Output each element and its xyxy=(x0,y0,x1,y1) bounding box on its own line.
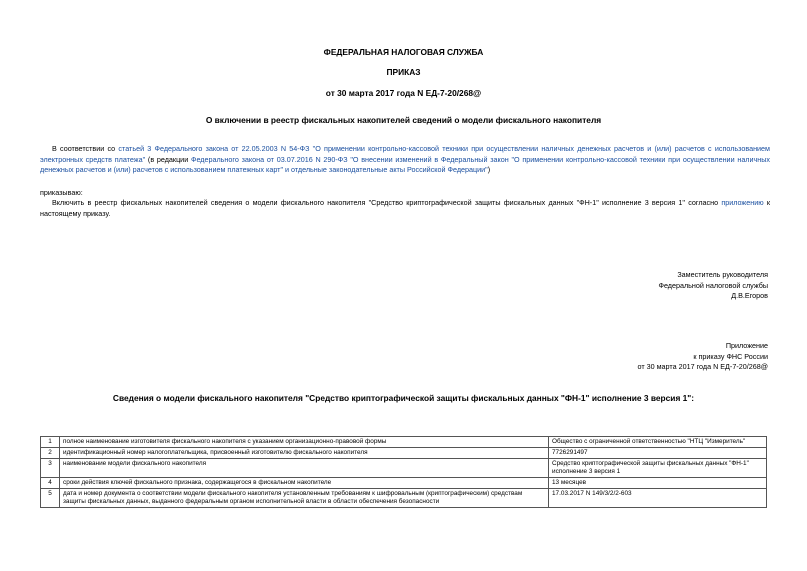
table-row xyxy=(41,448,767,459)
appendix-link[interactable]: приложению xyxy=(721,198,764,207)
document-title: О включении в реестр фискальных накопителей сведений о модели фискального накопителя xyxy=(205,115,602,125)
signature-position: Заместитель руководителя xyxy=(677,270,768,279)
row-field-name: полное наименование изготовителя фискального накопителя с указанием организационно-правовой формы xyxy=(60,437,549,448)
order-text: Включить в реестр фискальных накопителей сведения о модели фискального накопителя "Средство криптографической защиты фискальных данных "ФН-1" исполнение 3 версия 1" согласно xyxy=(52,198,722,207)
appendix-date-number: от 30 марта 2017 года N ЕД-7-20/268@ xyxy=(637,362,768,371)
appendix-label: Приложение xyxy=(725,341,768,350)
row-number: 3 xyxy=(41,459,60,478)
signature-agency: Федеральной налоговой службы xyxy=(658,280,768,290)
preamble-end: ) xyxy=(487,165,491,174)
appendix-reference xyxy=(638,341,769,373)
order-paragraph xyxy=(40,198,770,219)
order-end: к настоящему приказу. xyxy=(40,198,770,218)
row-number: 1 xyxy=(41,437,60,448)
law-54fz-link[interactable]: статьей 3 Федерального закона от 22.05.2003 N 54-ФЗ "О применении контрольно-кассовой техники при осуществлении наличных денежных расчетов и (или) расчетов с использованием электронных средств платежа" xyxy=(40,144,770,164)
row-field-value: Средство криптографической защиты фискальных данных "ФН-1" исполнение 3 версия 1 xyxy=(549,459,767,478)
row-number: 2 xyxy=(41,448,60,459)
row-field-name: сроки действия ключей фискального признака, содержащегося в фискальном накопителе xyxy=(60,478,549,489)
law-290fz-link[interactable]: Федерального закона от 03.07.2016 N 290-ФЗ "О внесении изменений в Федеральный закон "О применении контрольно-кассовой техники при осуществлении наличных денежных расчетов и (или) расчетов с использованием платежных карт" и отдельные законодательные акты Российской Федерации" xyxy=(40,154,770,174)
table-row xyxy=(41,459,767,478)
row-number: 5 xyxy=(41,489,60,508)
document-date-number: от 30 марта 2017 года N ЕД-7-20/268@ xyxy=(325,88,482,98)
row-field-value: 13 месяцев xyxy=(549,478,767,489)
signature-name: Д.В.Егоров xyxy=(731,291,768,300)
appendix-order-ref: к приказу ФНС России xyxy=(693,351,768,361)
document-type: ПРИКАЗ xyxy=(386,67,421,77)
row-number: 4 xyxy=(41,478,60,489)
row-field-name: наименование модели фискального накопителя xyxy=(60,459,549,478)
agency-name: ФЕДЕРАЛЬНАЯ НАЛОГОВАЯ СЛУЖБА xyxy=(323,47,484,57)
table-row xyxy=(41,478,767,489)
table-row xyxy=(41,489,767,508)
signature-block xyxy=(659,270,769,302)
row-field-value: 7726291497 xyxy=(549,448,767,459)
row-field-value: Общество с ограниченной ответственностью "НТЦ "Измеритель" xyxy=(549,437,767,448)
table-row xyxy=(41,437,767,448)
row-field-value: 17.03.2017 N 149/3/2/2-603 xyxy=(549,489,767,508)
preamble-paragraph xyxy=(40,144,770,176)
preamble-mid: (в редакции xyxy=(145,154,191,164)
appendix-title: Сведения о модели фискального накопителя "Средство криптографической защиты фискальных данных "ФН-1" исполнение 3 версия 1": xyxy=(112,393,695,403)
row-field-name: идентификационный номер налогоплательщика, присвоенный изготовителю фискального накопителя xyxy=(60,448,549,459)
preamble-intro: В соответствии со xyxy=(52,144,119,153)
model-info-table xyxy=(40,436,767,508)
order-word: приказываю: xyxy=(40,188,83,197)
row-field-name: дата и номер документа о соответствии модели фискального накопителя установленным требованиям к шифровальным (криптографическим) средствам защиты фискальных данных, выданного федеральным органом исполнительной власти в области обеспечения безопасности xyxy=(60,489,549,508)
